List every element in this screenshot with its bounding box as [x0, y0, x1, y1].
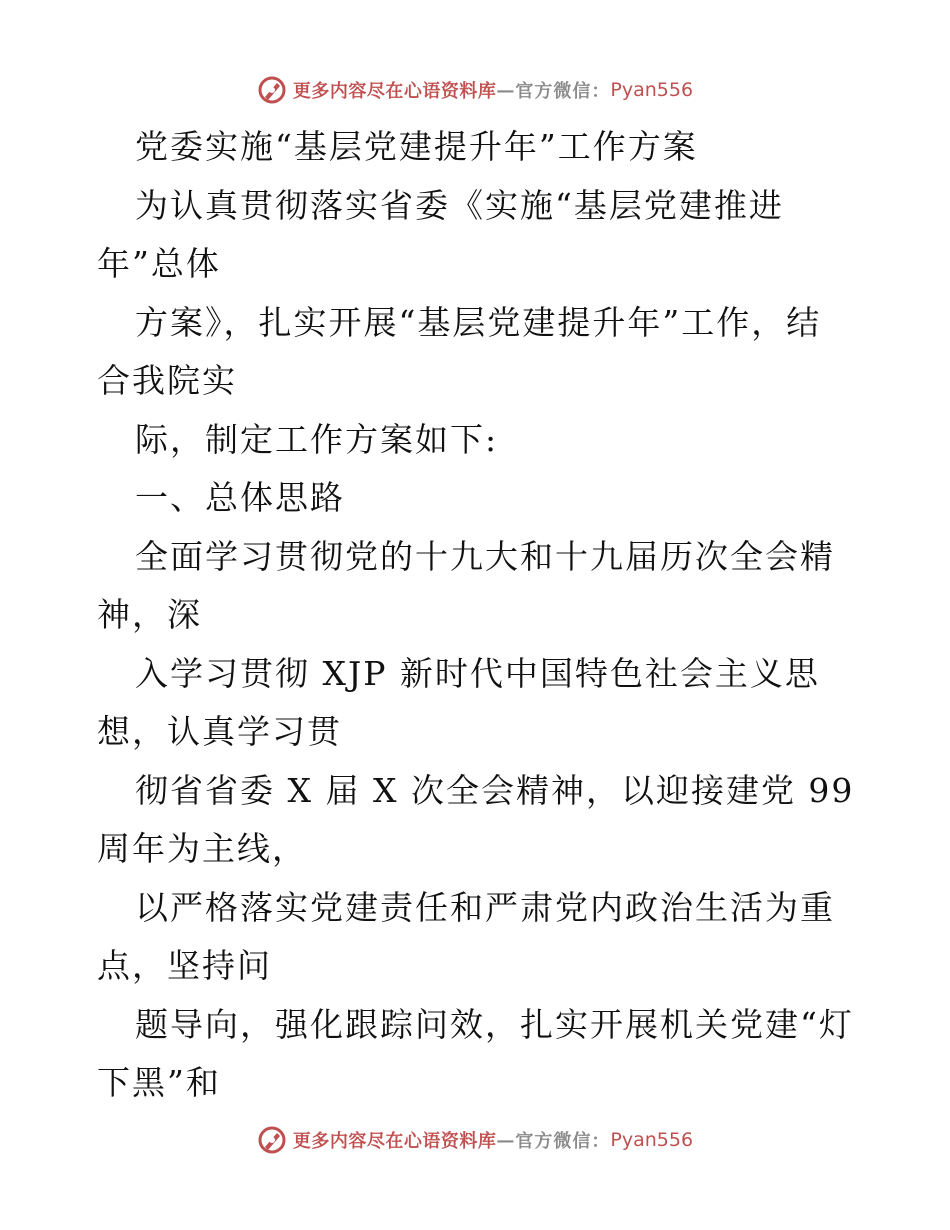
document-title: 党委实施“基层党建提升年”工作方案	[135, 127, 698, 166]
watermark-separator: —	[496, 79, 516, 101]
document-line: 以严格落实党建责任和严肃党内政治生活为重	[135, 888, 835, 927]
watermark-official-text: 官方微信：	[515, 1131, 611, 1152]
watermark-official-text: 官方微信：	[515, 81, 611, 102]
document-line: 入学习贯彻 XJP 新时代中国特色社会主义思	[135, 654, 820, 693]
watermark-wechat-id: Pyan556	[610, 79, 694, 101]
section-heading: 一、总体思路	[135, 478, 345, 517]
document-line: 全面学习贯彻党的十九大和十九届历次全会精	[135, 537, 835, 576]
document-line: 题导向，强化跟踪问效，扎实开展机关党建“灯	[135, 1005, 854, 1044]
document-line: 点，坚持问	[97, 946, 272, 985]
seal-logo-icon	[257, 75, 287, 105]
document-line: 神，深	[97, 595, 202, 634]
header-watermark	[0, 70, 950, 110]
watermark-site-text: 更多内容尽在心语资料库	[292, 81, 497, 102]
document-line: 彻省省委 X 届 X 次全会精神，以迎接建党 99	[135, 771, 855, 810]
watermark-separator: —	[496, 1129, 516, 1151]
document-line: 年”总体	[97, 244, 221, 283]
document-line: 方案》，扎实开展“基层党建提升年”工作，结	[135, 303, 822, 342]
seal-logo-icon	[257, 1125, 287, 1155]
watermark-site-text: 更多内容尽在心语资料库	[292, 1131, 497, 1152]
document-line: 为认真贯彻落实省委《实施“基层党建推进	[135, 186, 784, 225]
document-line: 下黑”和	[97, 1063, 221, 1102]
document-line: 际，制定工作方案如下:	[135, 420, 499, 459]
document-line: 周年为主线，	[97, 829, 307, 868]
document-line: 合我院实	[97, 361, 237, 400]
footer-watermark	[0, 1120, 950, 1160]
watermark-wechat-id: Pyan556	[610, 1129, 694, 1151]
document-line: 想，认真学习贯	[97, 712, 342, 751]
